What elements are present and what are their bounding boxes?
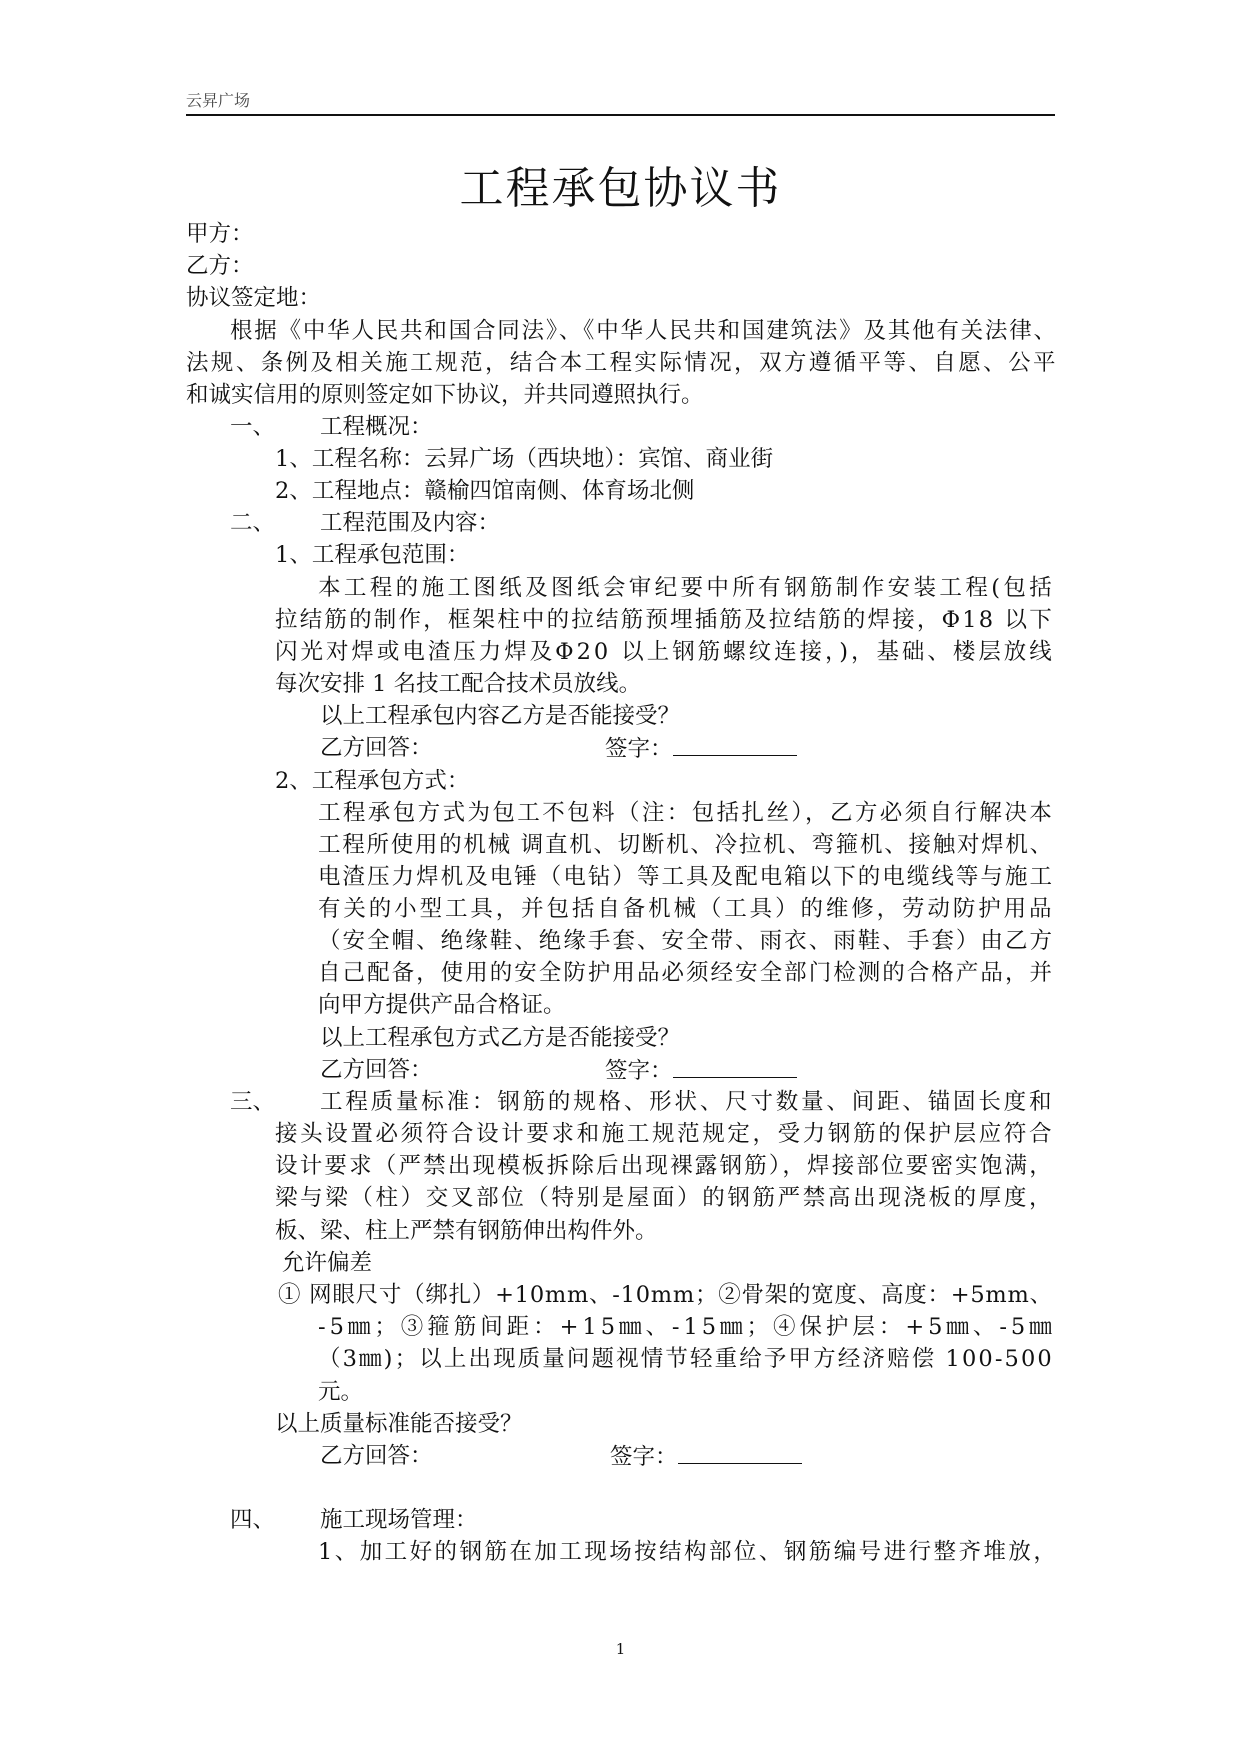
section-4-title: 施工现场管理： <box>320 1507 478 1533</box>
method-paragraph-line: （安全帽、绝缘鞋、绝缘手套、安全带、雨衣、雨鞋、手套）由乙方 <box>318 928 1055 954</box>
intro-line: 和诚实信用的原则签定如下协议，并共同遵照执行。 <box>186 382 704 408</box>
signature-line[interactable] <box>673 1059 797 1078</box>
quality-paragraph-line: 板、梁、柱上严禁有钢筋伸出构件外。 <box>275 1218 658 1244</box>
sign-label: 签字： <box>605 736 673 762</box>
tolerance-line: -5㎜；③箍筋间距：+15㎜、-15㎜；④保护层：+5㎜、-5㎜ <box>318 1314 1056 1340</box>
document-title: 工程承包协议书 <box>459 163 782 214</box>
tolerance-heading: 允许偏差 <box>282 1250 373 1276</box>
method-paragraph-line: 工程承包方式为包工不包料（注：包括扎丝），乙方必须自行解决本 <box>318 800 1055 826</box>
answer-label: 乙方回答： <box>320 1443 433 1469</box>
method-paragraph-line: 工程所使用的机械 调直机、切断机、冷拉机、弯箍机、接触对焊机、 <box>318 832 1054 858</box>
quality-paragraph-line: 梁与梁（柱）交叉部位（特别是屋面）的钢筋严禁高出现浇板的厚度， <box>275 1185 1055 1211</box>
page-number: 1 <box>615 1640 626 1658</box>
section-1-number: 一、 <box>230 414 276 440</box>
method-question: 以上工程承包方式乙方是否能接受？ <box>320 1025 681 1051</box>
signature-line[interactable] <box>673 737 797 756</box>
signature-field <box>605 737 797 761</box>
section-3-number: 三、 <box>230 1089 276 1115</box>
scope-paragraph-line: 本工程的施工图纸及图纸会审纪要中所有钢筋制作安装工程(包括 <box>318 575 1056 601</box>
section-2-title: 工程范围及内容： <box>320 510 501 536</box>
quality-question: 以上质量标准能否接受？ <box>275 1411 523 1437</box>
signature-field <box>605 1059 797 1083</box>
scope-paragraph-line: 每次安排 1 名技工配合技术员放线。 <box>275 671 642 697</box>
quality-paragraph-line: 工程质量标准：钢筋的规格、形状、尺寸数量、间距、锚固长度和 <box>320 1089 1055 1115</box>
method-paragraph-line: 自己配备，使用的安全防护用品必须经安全部门检测的合格产品，并 <box>318 960 1055 986</box>
scope-paragraph-line: 闪光对焊或电渣压力焊及Φ20 以上钢筋螺纹连接，)，基础、楼层放线 <box>275 639 1055 665</box>
party-a-label: 甲方： <box>186 221 254 247</box>
sign-label: 签字： <box>605 1058 673 1084</box>
tolerance-line: （3㎜)；以上出现质量问题视情节轻重给予甲方经济赔偿 100-500 <box>318 1346 1054 1372</box>
tolerance-line: ① 网眼尺寸（绑扎）+10mm、-10mm；②骨架的宽度、高度：+5mm、 <box>278 1282 1053 1308</box>
scope-subtitle: 1、工程承包范围： <box>275 542 470 568</box>
sign-label: 签字： <box>610 1444 678 1470</box>
section-2-number: 二、 <box>230 510 276 536</box>
signature-line[interactable] <box>678 1445 802 1464</box>
quality-paragraph-line: 设计要求（严禁出现模板拆除后出现裸露钢筋），焊接部位要密实饱满， <box>275 1153 1054 1179</box>
party-b-label: 乙方： <box>186 253 254 279</box>
method-paragraph-line: 电渣压力焊机及电锤（电钻）等工具及配电箱以下的电缆线等与施工 <box>318 864 1055 890</box>
intro-line: 根据《中华人民共和国合同法》、《中华人民共和国建筑法》及其他有关法律、 <box>230 318 1058 344</box>
header-rule <box>186 114 1055 116</box>
method-paragraph-line: 向甲方提供产品合格证。 <box>318 992 566 1018</box>
answer-label: 乙方回答： <box>320 1057 433 1083</box>
signing-place-label: 协议签定地： <box>186 285 322 311</box>
method-subtitle: 2、工程承包方式： <box>275 768 470 794</box>
section-1-title: 工程概况： <box>320 414 433 440</box>
project-location: 2、工程地点：赣榆四馆南侧、体育场北侧 <box>275 478 695 504</box>
signature-field <box>610 1445 802 1469</box>
intro-line: 法规、条例及相关施工规范，结合本工程实际情况，双方遵循平等、自愿、公平 <box>186 350 1058 376</box>
scope-paragraph-line: 拉结筋的制作，框架柱中的拉结筋预埋插筋及拉结筋的焊接，Φ18 以下 <box>275 607 1054 633</box>
quality-paragraph-line: 接头设置必须符合设计要求和施工规范规定，受力钢筋的保护层应符合 <box>275 1121 1055 1147</box>
method-paragraph-line: 有关的小型工具，并包括自备机械（工具）的维修，劳动防护用品 <box>318 896 1055 922</box>
tolerance-line: 元。 <box>318 1379 364 1405</box>
running-header: 云昇广场 <box>186 91 251 110</box>
project-name: 1、工程名称：云昇广场（西块地）：宾馆、商业街 <box>275 446 774 472</box>
answer-label: 乙方回答： <box>320 735 433 761</box>
scope-question: 以上工程承包内容乙方是否能接受？ <box>320 703 681 729</box>
section-4-number: 四、 <box>230 1507 276 1533</box>
site-management-line: 1、加工好的钢筋在加工现场按结构部位、钢筋编号进行整齐堆放， <box>318 1539 1059 1565</box>
